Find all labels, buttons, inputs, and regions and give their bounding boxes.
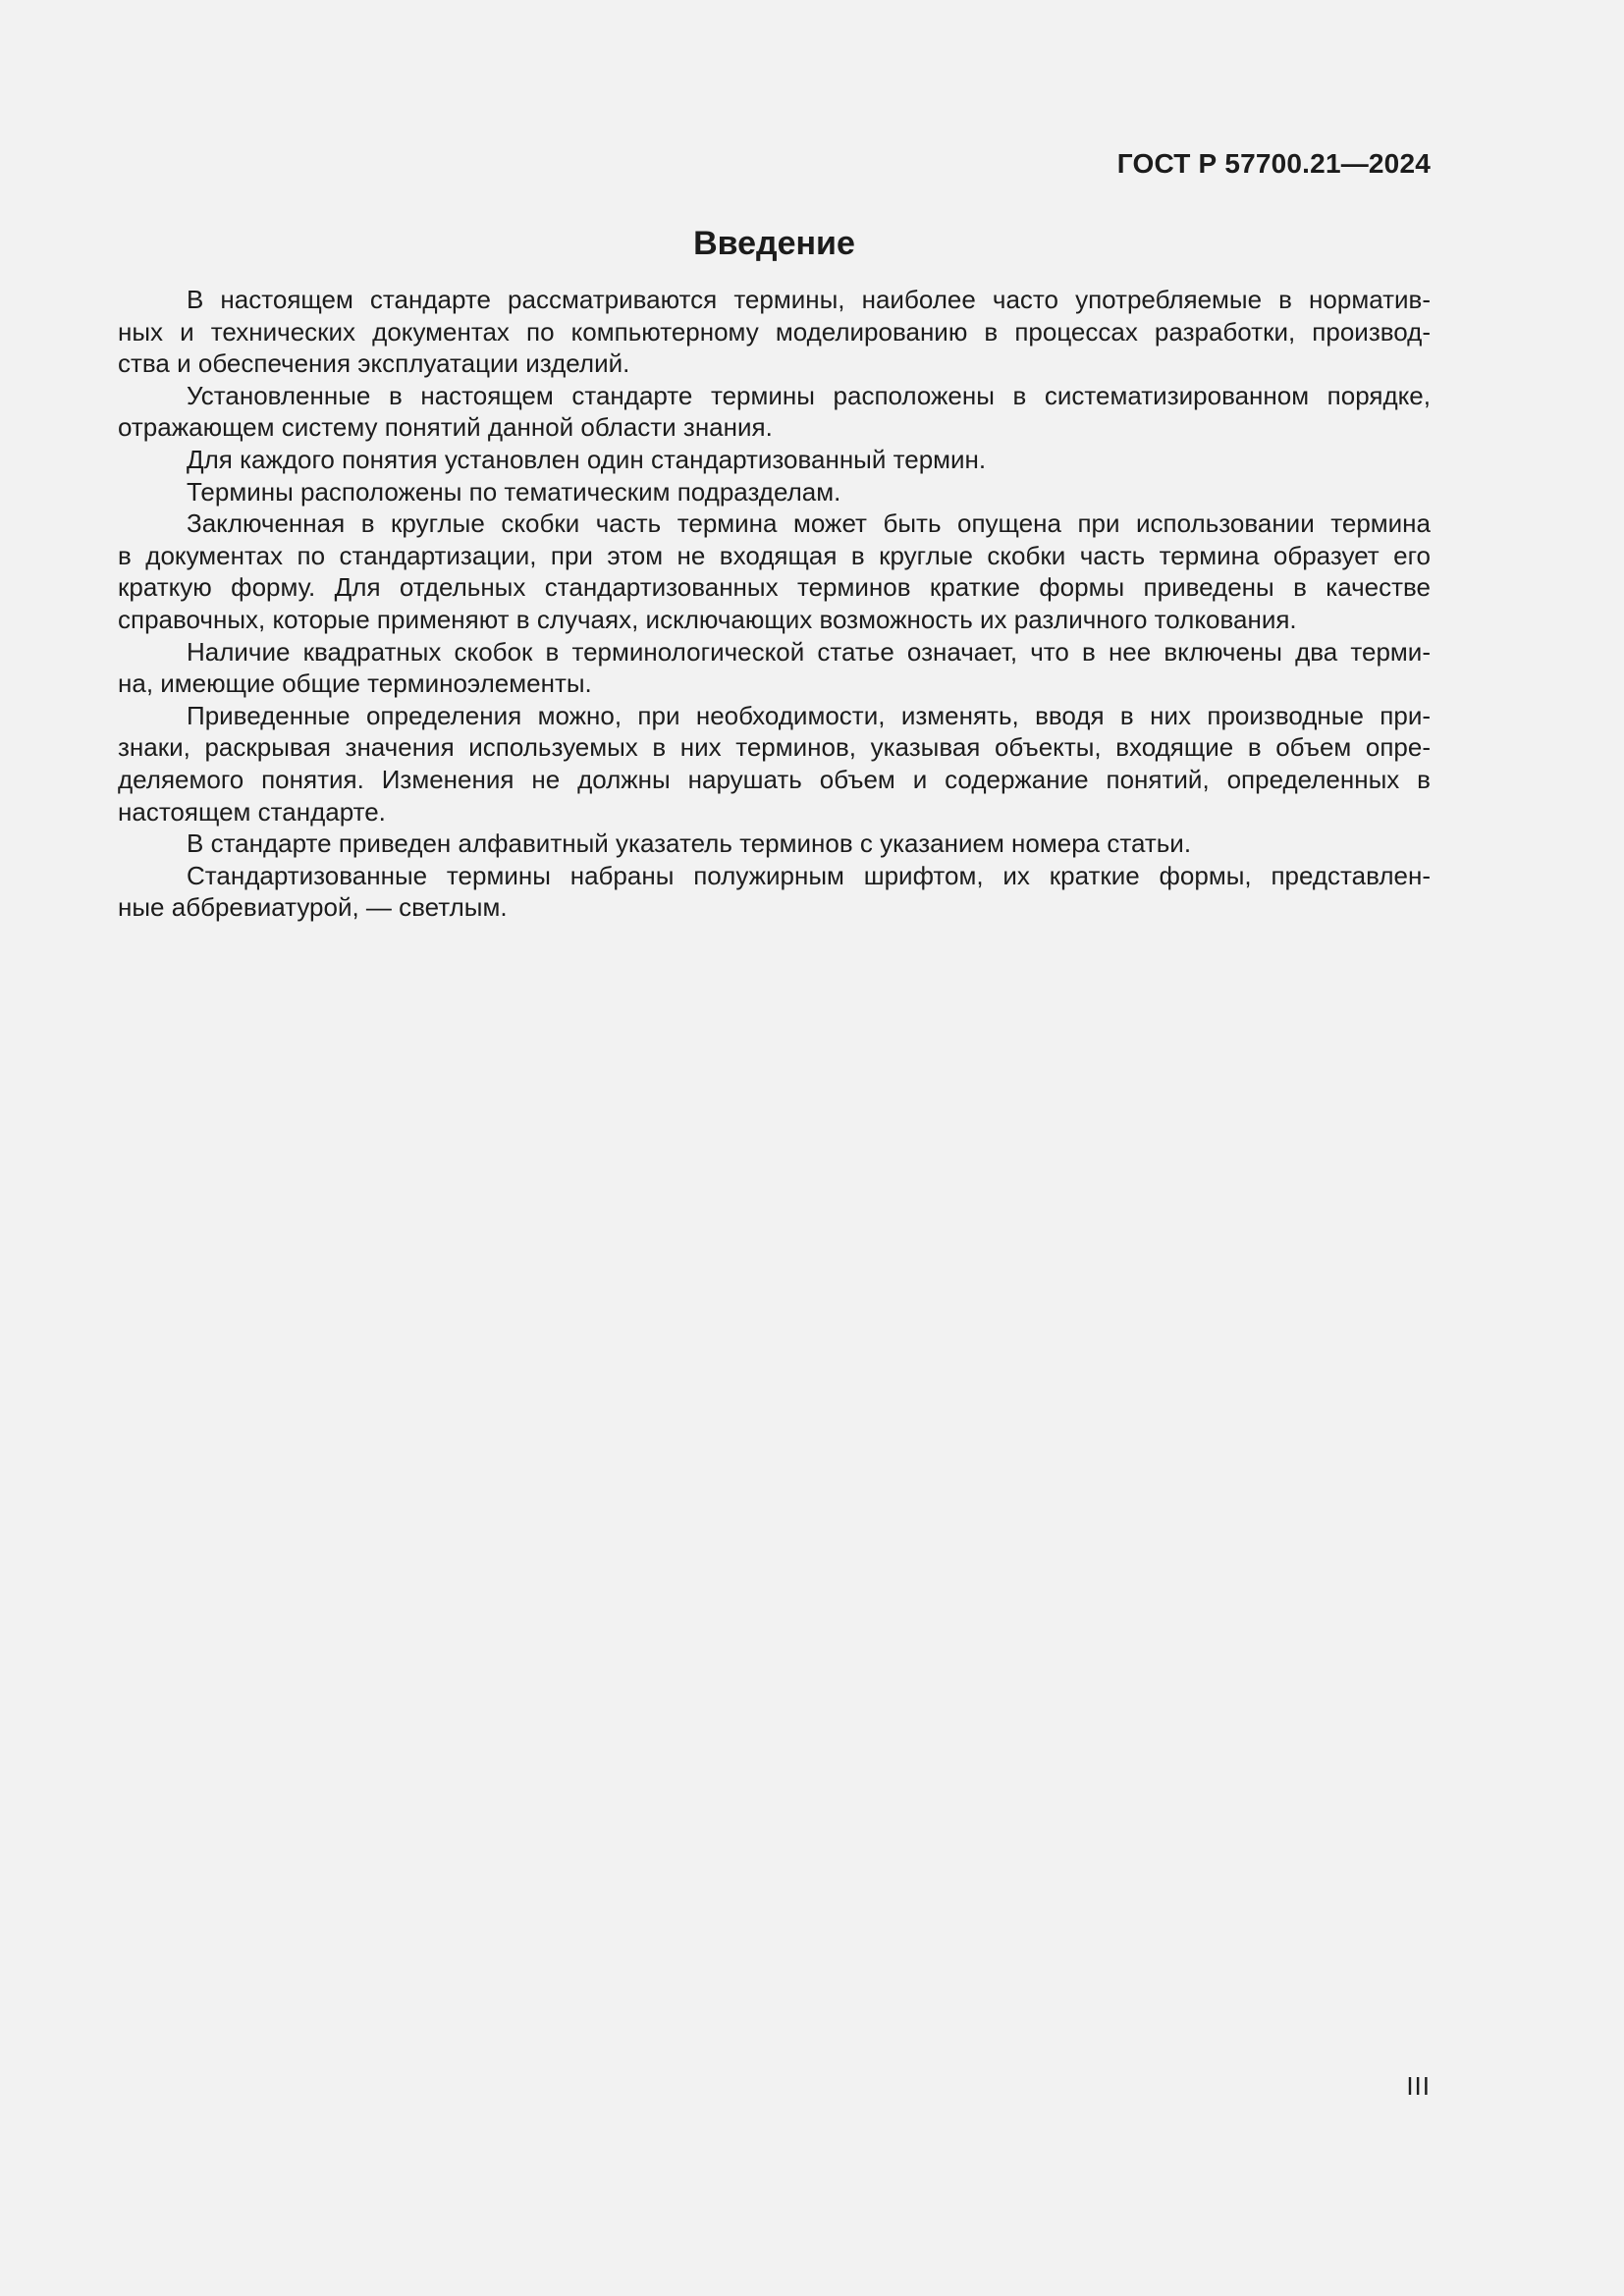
paragraph [118,700,1431,828]
paragraph [118,380,1431,444]
paragraph [118,828,1431,860]
paragraph [118,636,1431,700]
paragraph-line: справочных, которые применяют в случаях, исключающих возможность их различного толкования. [118,604,1297,634]
paragraph-line: Термины расположены по тематическим подразделам. [187,476,841,507]
paragraph-line: ства и обеспечения эксплуатации изделий. [118,348,630,379]
introduction-text [118,284,1431,924]
page-number: III [1406,2071,1431,2101]
paragraph-line: на, имеющие общие терминоэлементы. [118,668,592,699]
paragraph [118,476,1431,508]
paragraph-line: отражающем систему понятий данной области знания. [118,412,773,443]
paragraph-line: В настоящем стандарте рассматриваются термины, наиболее часто употребляемые в норматив- [187,285,1431,314]
paragraph [118,284,1431,380]
paragraph-line: В стандарте приведен алфавитный указатель терминов с указанием номера статьи. [187,828,1192,859]
paragraph-line: ные аббревиатурой, — светлым. [118,892,508,923]
paragraph-line: Приведенные определения можно, при необходимости, изменять, вводя в них производные при- [187,700,1431,730]
paragraph-line: деляемого понятия. Изменения не должны нарушать объем и содержание понятий, определенных в [118,764,1431,794]
paragraph-line: ных и технических документах по компьютерному моделированию в процессах разработки, производ- [118,316,1431,347]
paragraph-line: Заключенная в круглые скобки часть термина может быть опущена при использовании термина [187,508,1431,539]
document-code: ГОСТ Р 57700.21—2024 [1116,148,1431,179]
paragraph-line: Для каждого понятия установлен один стандартизованный термин. [187,444,987,474]
paragraph-line: Стандартизованные термины набраны полужирным шрифтом, их краткие формы, представлен- [187,860,1431,890]
paragraph [118,860,1431,924]
paragraph-line: настоящем стандарте. [118,796,386,827]
paragraph-line: знаки, раскрывая значения используемых в них терминов, указывая объекты, входящие в объем опре- [118,732,1431,763]
paragraph [118,444,1431,476]
paragraph [118,507,1431,635]
paragraph-line: Наличие квадратных скобок в терминологической статье означает, что в нее включены два терми- [187,636,1431,667]
paragraph-line: Установленные в настоящем стандарте термины расположены в систематизированном порядке, [187,380,1431,410]
paragraph-line: в документах по стандартизации, при этом не входящая в круглые скобки часть термина образует его [118,540,1431,570]
paragraph-line: краткую форму. Для отдельных стандартизованных терминов краткие формы приведены в качестве [118,572,1431,603]
page-title: Введение [693,225,855,262]
